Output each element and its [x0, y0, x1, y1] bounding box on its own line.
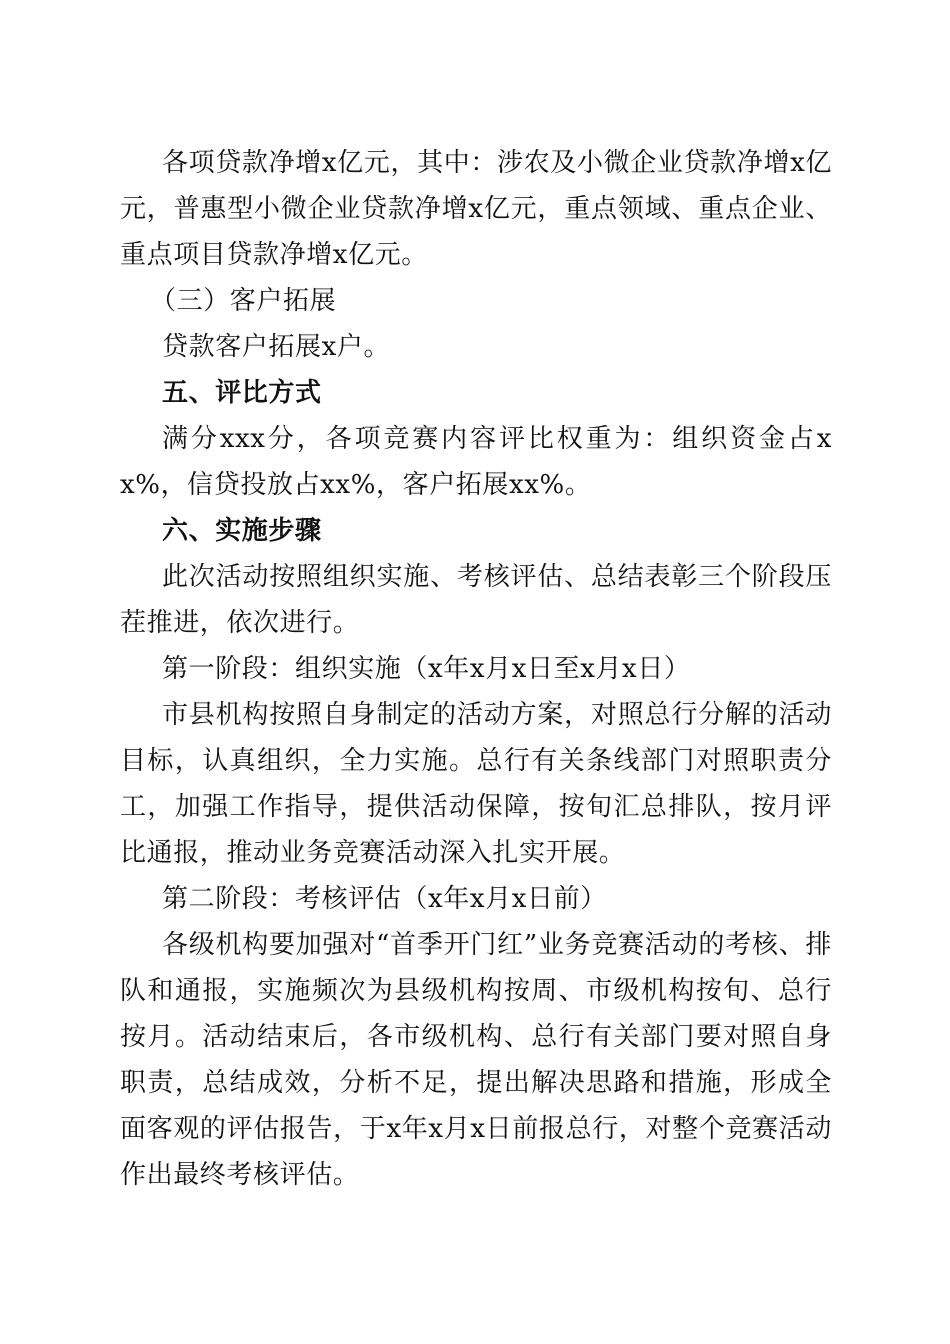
paragraph-scoring-weights: 满分xxx分，各项竞赛内容评比权重为：组织资金占xx%，信贷投放占xx%，客户拓展xx%。: [120, 424, 832, 500]
section-heading-implementation-steps: 六、实施步骤: [162, 516, 322, 546]
paragraph-phase-one: 市县机构按照自身制定的活动方案，对照总行分解的活动目标，认真组织，全力实施。总行有关条线部门对照职责分工，加强工作指导，提供活动保障，按旬汇总排队，按月评比通报，推动业务竞赛活动深入扎实开展。: [120, 700, 832, 868]
paragraph-customer-expansion: 贷款客户拓展x户。: [162, 332, 391, 362]
paragraph-phase-two: 各级机构要加强对“首季开门红”业务竞赛活动的考核、排队和通报，实施频次为县级机构按周、市级机构按旬、总行按月。活动结束后，各市级机构、总行有关部门要对照自身职责，总结成效，分析不足，提出解决思路和措施，形成全面客观的评估报告，于x年x月x日前报总行，对整个竞赛活动作出最终考核评估。: [120, 930, 832, 1190]
stage-heading-phase-two: 第二阶段：考核评估（x年x月x日前）: [162, 884, 607, 914]
document-body: [120, 140, 832, 1198]
subheading-customer-expansion: （三）客户拓展: [150, 286, 337, 316]
paragraph-loan-growth: 各项贷款净增x亿元，其中：涉农及小微企业贷款净增x亿元，普惠型小微企业贷款净增x亿元，重点领域、重点企业、重点项目贷款净增x亿元。: [120, 148, 832, 270]
section-heading-evaluation-method: 五、评比方式: [162, 378, 322, 408]
paragraph-three-phases: 此次活动按照组织实施、考核评估、总结表彰三个阶段压茬推进，依次进行。: [120, 562, 832, 638]
stage-heading-phase-one: 第一阶段：组织实施（x年x月x日至x月x日）: [162, 654, 691, 684]
